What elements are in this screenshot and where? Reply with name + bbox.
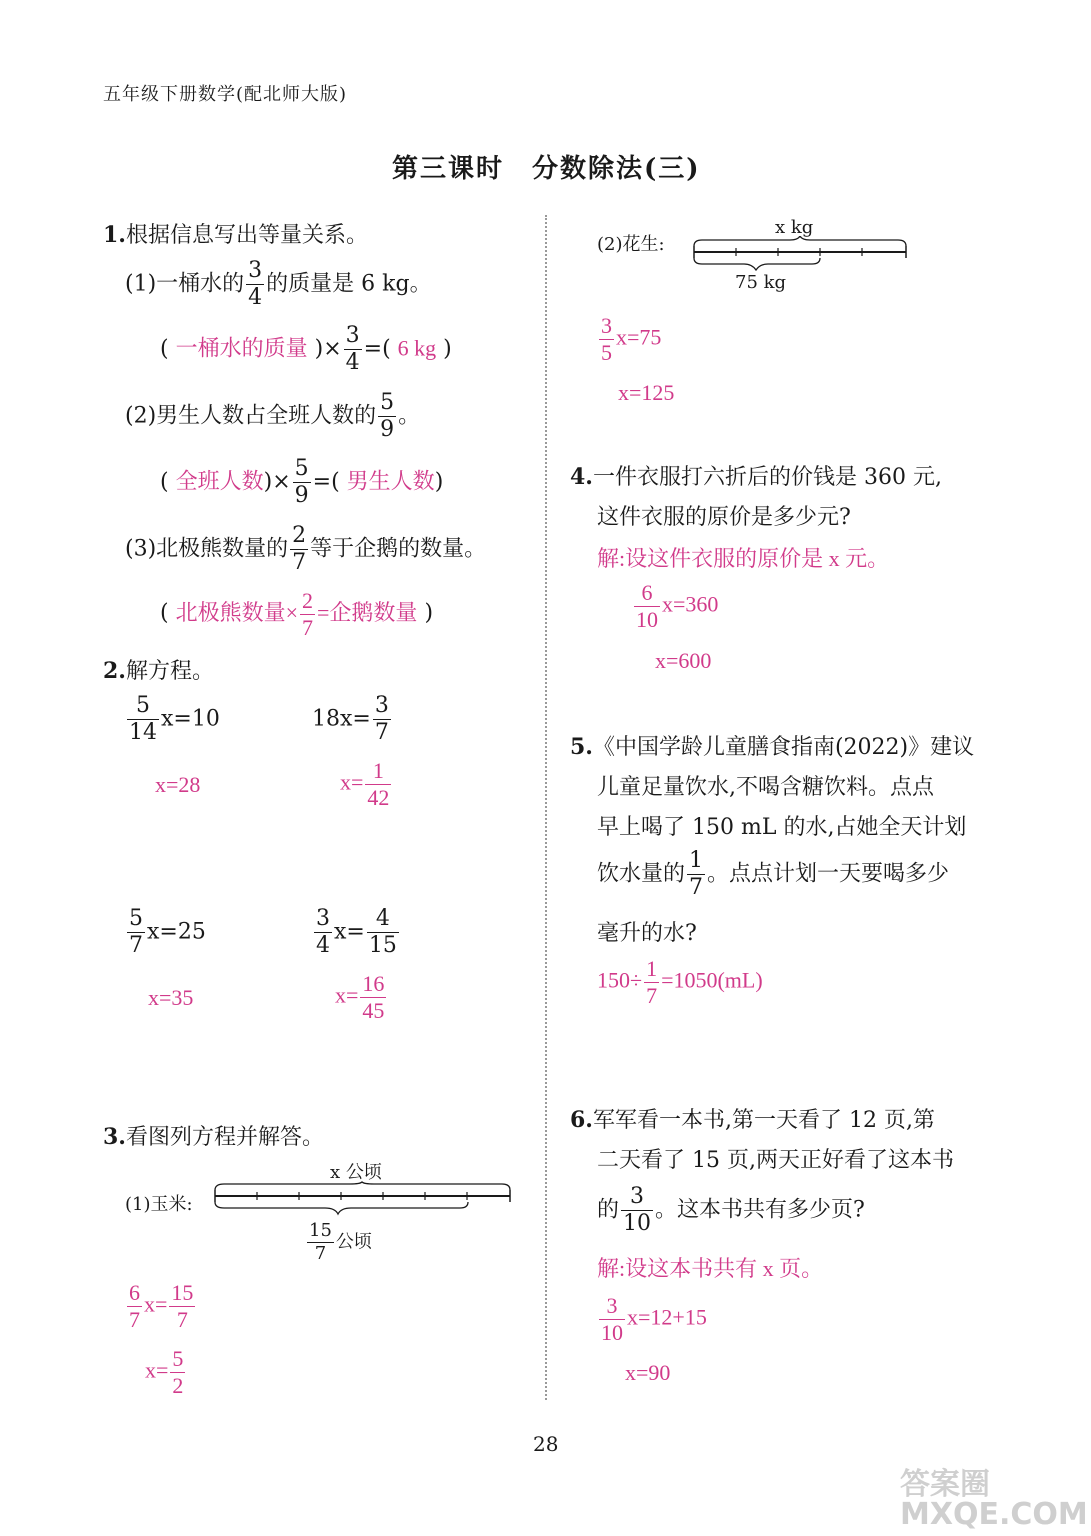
q6-answer-equation: $\frac{3}{10}$ x=12+15 bbox=[601, 1293, 707, 1345]
q3-part1-equation: $\frac{6}{7}$ x= $\frac{15}{7}$ bbox=[129, 1280, 194, 1332]
q5-line5: 毫升的水? bbox=[597, 921, 697, 946]
q2-answer-2: x= $\frac{1}{42}$ bbox=[340, 758, 390, 810]
answer-text: 6 kg bbox=[397, 335, 437, 361]
q4-answer-solution: x=600 bbox=[655, 648, 712, 673]
watermark-logo: 答案圈 MXQE.COM bbox=[900, 1467, 1088, 1532]
q3-part2-equation: $\frac{3}{5}$ x=75 bbox=[601, 313, 662, 365]
book-header: 五年级下册数学(配北师大版) bbox=[103, 84, 348, 105]
q6-answer-solution: x=90 bbox=[625, 1360, 671, 1385]
q3-part1-solution: x= $\frac{5}{2}$ bbox=[145, 1346, 184, 1398]
q3-part2-bottom-label: 75 kg bbox=[735, 272, 787, 293]
corn-segment-diagram bbox=[210, 1180, 520, 1220]
q2-equation-3: $\frac{5}{7}$ x=25 bbox=[129, 906, 206, 958]
q3-stem: 3.看图列方程并解答。 bbox=[103, 1124, 324, 1150]
q5-answer: 150÷ $\frac{1}{7}$ =1050(mL) bbox=[597, 956, 763, 1008]
q2-equation-1: $\frac{5}{14}$ x=10 bbox=[129, 693, 220, 745]
q4-line2: 这件衣服的原价是多少元? bbox=[597, 505, 851, 530]
q6-answer-setup: 解:设这本书共有 x 页。 bbox=[597, 1256, 824, 1281]
q2-answer-4: x= $\frac{16}{45}$ bbox=[335, 971, 385, 1023]
q3-part1-bottom-label: $\frac{15}{7}$ 公顷 bbox=[309, 1220, 372, 1264]
page-number: 28 bbox=[533, 1432, 559, 1456]
q1-text: 根据信息写出等量关系。 bbox=[125, 223, 368, 248]
q2-answer-3: x=35 bbox=[148, 985, 194, 1010]
q1-part2-answer: ( 全班人数)× $\frac{5}{9}$ =( 男生人数) bbox=[160, 456, 444, 508]
q5-line3: 早上喝了 150 mL 的水,占她全天计划 bbox=[597, 815, 967, 840]
answer-text: 北极熊数量× $\frac{2}{7}$ =企鹅数量 bbox=[175, 588, 418, 640]
q1p1-fraction: $\frac{3}{4}$ bbox=[248, 258, 263, 310]
q4-answer-setup: 解:设这件衣服的原价是 x 元。 bbox=[597, 546, 890, 571]
answer-text: 一桶水的质量 bbox=[175, 335, 308, 361]
peanut-segment-diagram bbox=[690, 236, 915, 276]
q6-line2: 二天看了 15 页,两天正好看了这本书 bbox=[597, 1148, 954, 1173]
q5-line4: 饮水量的 $\frac{1}{7}$ 。点点计划一天要喝多少 bbox=[597, 848, 950, 900]
page-title: 第三课时 分数除法(三) bbox=[392, 154, 701, 184]
q2-equation-2: 18x= $\frac{3}{7}$ bbox=[312, 693, 389, 745]
q6-line3: 的 $\frac{3}{10}$ 。这本书共有多少页? bbox=[597, 1184, 865, 1236]
column-divider bbox=[545, 215, 547, 1400]
q1-part3-answer: ( 北极熊数量× $\frac{2}{7}$ =企鹅数量 ) bbox=[160, 588, 434, 640]
q2-answer-1: x=28 bbox=[155, 772, 201, 797]
q3-part1-top-label: x 公顷 bbox=[330, 1162, 382, 1183]
answer-text: 全班人数 bbox=[175, 468, 264, 494]
q3-part2-solution: x=125 bbox=[618, 380, 675, 405]
q1-part1-answer: ( 一桶水的质量 )× $\frac{3}{4}$ =( 6 kg ) bbox=[160, 323, 452, 375]
q1p1-post: 的质量是 6 kg。 bbox=[266, 271, 432, 297]
q4-line1: 4.一件衣服打六折后的价钱是 360 元, bbox=[570, 464, 942, 490]
q1-part1 bbox=[125, 260, 432, 309]
q3-part1-label: (1)玉米: bbox=[125, 1194, 193, 1215]
answer-text: 男生人数 bbox=[346, 468, 435, 494]
q3-part2-label: (2)花生: bbox=[597, 234, 665, 255]
q2-stem: 2.解方程。 bbox=[103, 658, 214, 684]
q3-part2-top-label: x kg bbox=[775, 217, 814, 238]
q6-line1: 6.军军看一本书,第一天看了 12 页,第 bbox=[570, 1107, 935, 1133]
q1-stem bbox=[103, 218, 368, 249]
q1-part2: (2)男生人数占全班人数的 $\frac{5}{9}$ 。 bbox=[125, 390, 421, 442]
q1-number: 1. bbox=[103, 222, 126, 248]
q2-equation-4: $\frac{3}{4}$ x= $\frac{4}{15}$ bbox=[316, 906, 397, 958]
q5-line1: 5.《中国学龄儿童膳食指南(2022)》建议 bbox=[570, 734, 975, 760]
q4-answer-equation: $\frac{6}{10}$ x=360 bbox=[636, 580, 719, 632]
q1-part3: (3)北极熊数量的 $\frac{2}{7}$ 等于企鹅的数量。 bbox=[125, 523, 487, 575]
q5-line2: 儿童足量饮水,不喝含糖饮料。点点 bbox=[597, 775, 934, 800]
q1p1-pre: (1)一桶水的 bbox=[125, 271, 245, 297]
